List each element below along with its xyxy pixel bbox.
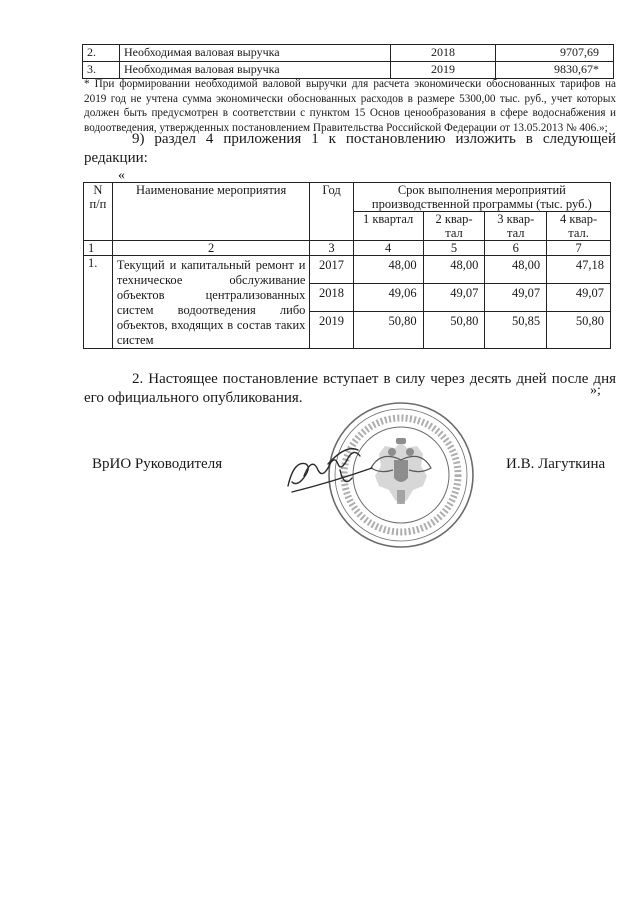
cell-q1: 50,80: [353, 312, 423, 349]
cell-q2: 48,00: [423, 256, 485, 284]
cell-q2: 50,80: [423, 312, 485, 349]
tariff-table: [82, 44, 614, 79]
signatory-title: ВрИО Руководителя: [92, 456, 223, 472]
paragraph-2: 2. Настоящее постановление вступает в силу через десять дней после дня его официального опубликования.: [84, 371, 616, 406]
header-q3: 3 квар-тал: [485, 212, 547, 241]
header-name: Наименование мероприятия: [112, 183, 310, 241]
header-q2: 2 квар-тал: [423, 212, 485, 241]
cell-q4: 50,80: [547, 312, 611, 349]
column-numbers-row: [84, 241, 611, 256]
row-number: 3.: [83, 62, 120, 79]
header-q1: 1 квартал: [353, 212, 423, 241]
cell-q4: 47,18: [547, 256, 611, 284]
row-year: 2019: [310, 312, 353, 349]
paragraph-9: 9) раздел 4 приложения 1 к постановлению изложить в следующей редакции:: [84, 131, 616, 166]
row-name: Необходимая валовая выручка: [120, 45, 391, 62]
header-period: Срок выполнения мероприятий производственной программы (тыс. руб.): [353, 183, 610, 212]
header-year: Год: [310, 183, 353, 241]
column-number: 1: [84, 241, 113, 256]
column-number: 2: [112, 241, 310, 256]
row-value: 9707,69: [496, 45, 614, 62]
signatory-name: И.В. Лагуткина: [506, 456, 606, 472]
cell-q1: 48,00: [353, 256, 423, 284]
column-number: 5: [423, 241, 485, 256]
cell-q2: 49,07: [423, 284, 485, 312]
table-row: [83, 45, 614, 62]
header-q4: 4 квар-тал.: [547, 212, 611, 241]
column-number: 6: [485, 241, 547, 256]
footnote: * При формировании необходимой валовой выручки для расчета экономически обоснованных тарифов на 2019 год не учтена сумма экономически обоснованных расходов в размере 5300,00 тыс. руб., учет которых должен быть предусмотрен в соответствии с пунктом 15 Основ ценообразования в сфере водоснабжения и водоотведения, утвержденных постановлением Правительства Российской Федерации от 13.05.2013 № 406.»;: [84, 78, 616, 134]
header-num: N п/п: [84, 183, 113, 241]
row-value: 9830,67*: [496, 62, 614, 79]
handwritten-signature-icon: [282, 440, 392, 510]
row-year: 2018: [391, 45, 496, 62]
row-name: Необходимая валовая выручка: [120, 62, 391, 79]
row-year: 2018: [310, 284, 353, 312]
item-name: Текущий и капитальный ремонт и техническое обслуживание объектов централизованных систем водоотведения либо объектов, входящих в состав таких систем: [112, 256, 310, 349]
column-number: 7: [547, 241, 611, 256]
table-row: [83, 62, 614, 79]
row-year: 2017: [310, 256, 353, 284]
cell-q3: 48,00: [485, 256, 547, 284]
cell-q3: 49,07: [485, 284, 547, 312]
cell-q4: 49,07: [547, 284, 611, 312]
row-number: 2.: [83, 45, 120, 62]
cell-q1: 49,06: [353, 284, 423, 312]
quote-close: »;: [590, 383, 601, 398]
table-header-row: [84, 183, 611, 212]
column-number: 3: [310, 241, 353, 256]
quote-open: «: [118, 168, 125, 183]
row-year: 2019: [391, 62, 496, 79]
cell-q3: 50,85: [485, 312, 547, 349]
item-number: 1.: [84, 256, 113, 349]
table-row: [84, 256, 611, 284]
program-table: [83, 182, 611, 349]
column-number: 4: [353, 241, 423, 256]
